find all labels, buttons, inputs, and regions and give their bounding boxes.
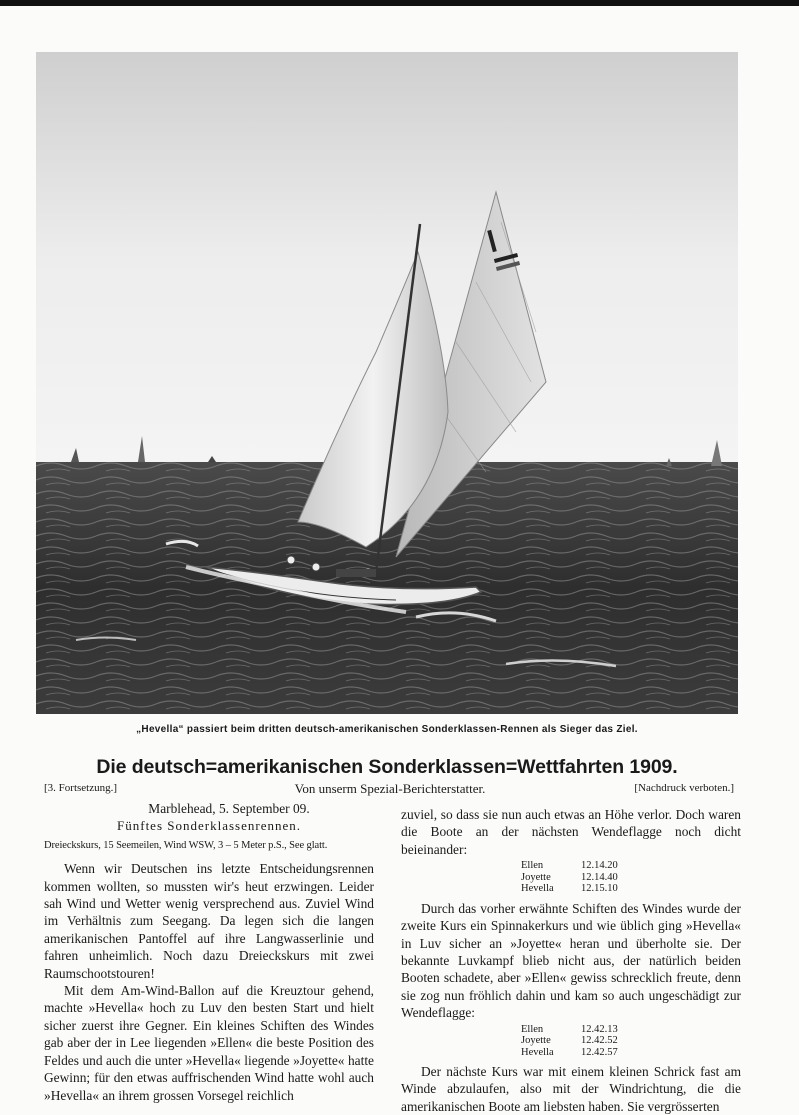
boat-name: Ellen — [521, 1023, 544, 1035]
times-row — [521, 872, 741, 884]
top-border-rule — [0, 0, 799, 6]
dateline: Marblehead, 5. September 09. — [148, 801, 310, 816]
boat-time: 12.14.20 — [581, 860, 618, 872]
boat-time: 12.42.13 — [581, 1023, 618, 1035]
column-right — [401, 806, 741, 1115]
race-title: Fünftes Sonderklassenrennen. — [117, 818, 301, 834]
paragraph: Durch das vorher erwähnte Schiften des Windes wurde der zweite Kurs ein Spinnakerkurs und wie üblich ging »Hevella« in Luv sicher an »Joyette« heran und überholte sie. Der bekannte Luvkampf blieb nicht aus, der natürlich beiden Booten schadete, aber »Ellen« gewiss schrecklich freute, denn sie zog nun fröhlich dahin und kam so auch ungeschädigt zur Wendeflagge: — [401, 900, 741, 1021]
reprint-note: [Nachdruck verboten.] — [634, 782, 734, 794]
times-row — [521, 1024, 741, 1036]
boat-time: 12.14.40 — [581, 871, 618, 883]
boat-name: Hevella — [521, 1046, 554, 1058]
photo-caption: „Hevella“ passiert beim dritten deutsch-amerikanischen Sonderklassen-Rennen als Sieger das Ziel. — [136, 724, 638, 735]
paragraph: Der nächste Kurs war mit einem kleinen Schrick fast am Winde abzulaufen, also mit der Windrichtung, die die amerikanischen Boote am liebsten haben. Sie vergrösserten — [401, 1064, 741, 1114]
byline: Von unserm Spezial-Berichterstatter. — [294, 781, 486, 796]
continuation-note: [3. Fortsetzung.] — [44, 782, 118, 794]
times-row — [521, 1035, 741, 1047]
article-headline: Die deutsch=amerikanischen Sonderklassen=Wettfahrten 1909. — [96, 756, 678, 778]
times-row — [521, 860, 741, 872]
times-row — [521, 1047, 741, 1059]
boat-name: Hevella — [521, 883, 554, 895]
times-row — [521, 883, 741, 895]
sailboat-photograph — [36, 52, 738, 714]
column-left — [44, 800, 374, 1104]
boat-name: Joyette — [521, 871, 551, 883]
boat-name: Ellen — [521, 860, 544, 872]
boat-time: 12.42.57 — [581, 1046, 618, 1058]
boat-time: 12.42.52 — [581, 1035, 618, 1047]
paragraph: Mit dem Am-Wind-Ballon auf die Kreuztour gehend, machte »Hevella« hoch zu Luv den besten Start und hielt sicher zuerst ihre Gegner. Ein kleines Schiften des Windes gab aber der in Lee liegenden »Ellen« die beste Position des Feldes und auch die unter »Hevella« liegende »Joyette« hatte Gewinn; für den etwas auffrischenden Wind hatte wohl auch »Hevella« an ihrem grossen Vorsegel reichlich — [44, 983, 374, 1103]
boat-time: 12.15.10 — [581, 883, 618, 895]
course-info: Dreieckskurs, 15 Seemeilen, Wind WSW, 3 – 5 Meter p.S., See glatt. — [44, 839, 328, 851]
subline — [44, 782, 734, 798]
boat-name: Joyette — [521, 1035, 551, 1047]
times-table-2 — [521, 1024, 741, 1059]
times-table-1 — [521, 860, 741, 895]
paragraph: Wenn wir Deutschen ins letzte Entscheidungsrennen kommen wollten, so mussten wir's heut erzwingen. Leider sah Wind und Wetter wenig versprechend aus. Zuviel Wind im Verhältnis zum Seegang. Da legen sich die langen amerikanischen Pantoffel auf ihre Langwasserlinie und fahren unheimlich. Noch dazu Dreieckskurs mit zwei Raumschootstouren! — [44, 861, 374, 981]
paragraph: zuviel, so dass sie nun auch etwas an Höhe verlor. Doch waren die Boote an der nächsten Wendeflagge noch dicht beieinander: — [401, 807, 741, 857]
